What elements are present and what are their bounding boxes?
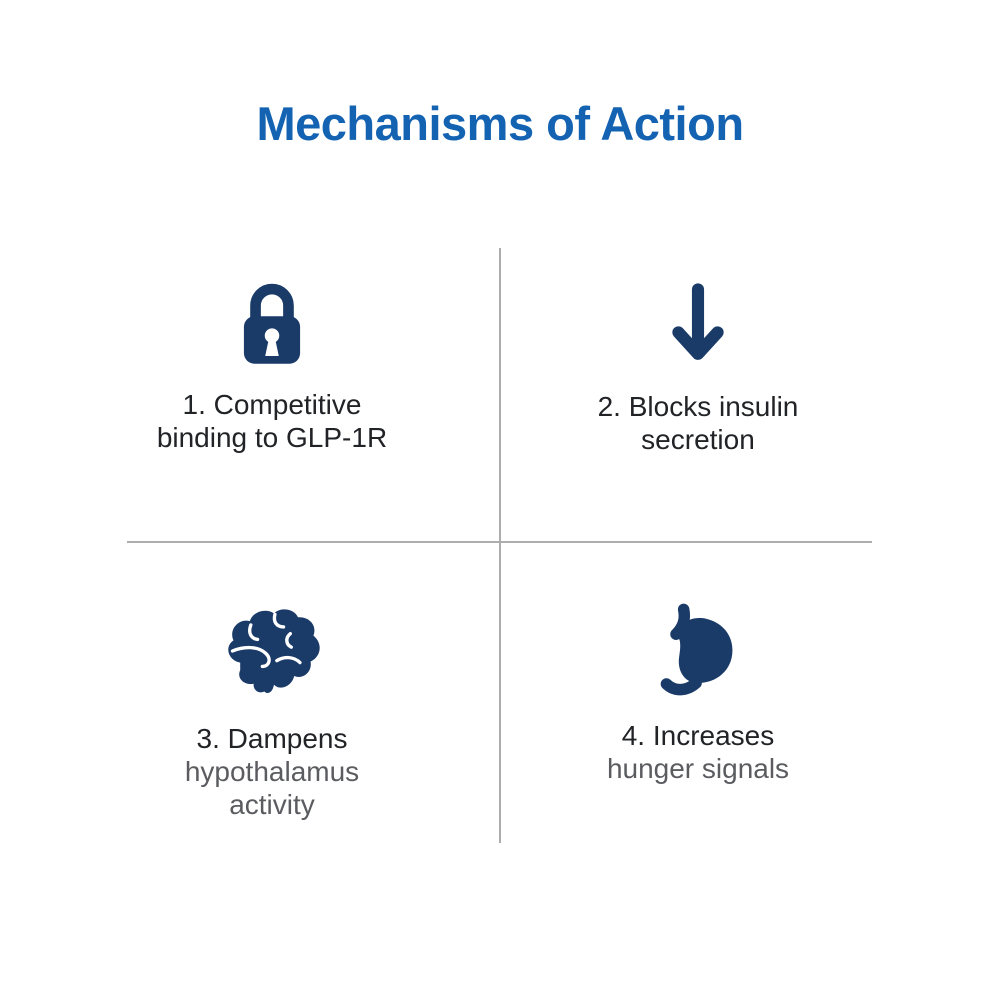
quadrant-2-line-1: 2. Blocks insulin — [597, 391, 799, 422]
arrow-down-icon — [670, 282, 726, 366]
quadrant-1-line-1: 1. Competitive — [182, 389, 362, 420]
quadrant-4-caption — [607, 719, 789, 785]
quadrant-1-line-2: binding to GLP-1R — [156, 422, 388, 453]
quadrant-3-caption — [185, 722, 359, 821]
quadrant-4-line-2: hunger signals — [606, 753, 790, 784]
quadrant-2 — [498, 282, 898, 456]
quadrant-4-line-1: 4. Increases — [621, 720, 775, 751]
lock-icon — [241, 280, 303, 366]
divider-horizontal — [127, 541, 872, 543]
quadrant-2-line-2: secretion — [641, 424, 755, 455]
quadrant-2-caption — [598, 390, 799, 456]
quadrant-4 — [498, 602, 898, 785]
brain-icon — [219, 604, 325, 698]
stomach-icon — [654, 602, 742, 699]
quadrant-3-line-1: 3. Dampens — [196, 723, 348, 754]
quadrant-3-line-3: activity — [229, 789, 315, 820]
quadrant-3-line-2: hypothalamus — [184, 756, 360, 787]
quadrant-1-caption — [157, 388, 387, 454]
page-title: Mechanisms of Action — [256, 97, 744, 150]
quadrant-3 — [72, 604, 472, 821]
quadrant-1 — [72, 280, 472, 454]
